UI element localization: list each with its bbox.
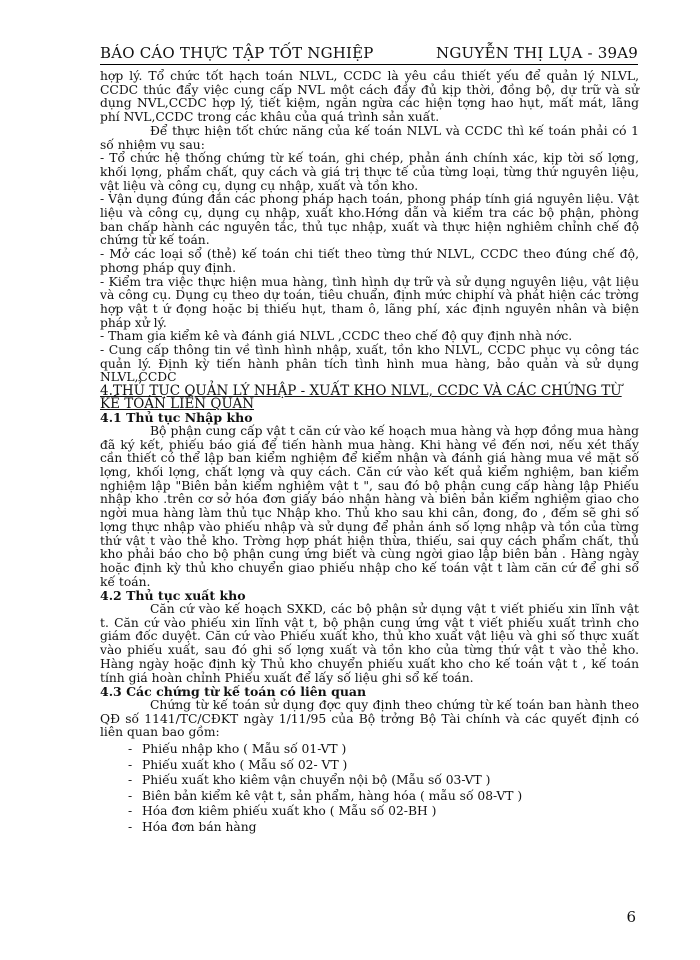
page-content xyxy=(100,70,639,835)
page-number: 6 xyxy=(626,908,636,926)
list-item: - Phiếu xuất kho ( Mẫu số 02- VT ) xyxy=(128,758,639,774)
list-item: - Phiếu nhập kho ( Mẫu số 01-VT ) xyxy=(128,742,639,758)
bullet-paragraph: - Tham gia kiểm kê và đánh giá NLVL ,CCDC theo chế độ quy định nhà nớc. xyxy=(100,329,573,344)
list-item: - Hóa đơn bán hàng xyxy=(128,820,639,836)
forms-list xyxy=(100,742,639,835)
section-heading: 4.THỦ TỤC QUẢN LÝ NHẬP - XUẤT KHO NLVL, CCDC VÀ CÁC CHỨNG TỪ KẾ TOÁN LIÊN QUAN xyxy=(100,383,622,413)
page-header xyxy=(100,44,638,65)
header-author: NGUYỄN THỊ LỤA - 39A9 xyxy=(436,44,638,62)
list-item: - Biên bản kiểm kê vật t, sản phẩm, hàng hóa ( mẫu số 08-VT ) xyxy=(128,789,639,805)
bullet-paragraph: - Cung cấp thông tin về tình hình nhập, xuất, tồn kho NLVL, CCDC phục vụ công tác quản lý. Định kỳ tiến hành phân tích tình hình mua hàng, bảo quản và sử dụng NLVL,CCDC xyxy=(100,343,639,385)
list-item: - Hóa đơn kiêm phiếu xuất kho ( Mẫu số 02-BH ) xyxy=(128,804,639,820)
bullet-paragraph: - Tổ chức hệ thống chứng từ kế toán, ghi chép, phản ánh chính xác, kịp tời số lợng, khối lợng, phẩm chất, quy cách và giá trị thực tế của từng loại, từng thứ nguyên liệu, vật liệu và công cụ, dụng cụ nhập, xuất và tồn kho. xyxy=(100,151,639,193)
bullet-paragraph: - Mở các loại sổ (thẻ) kế toán chi tiết theo từng thứ NLVL, CCDC theo đúng chế độ, phơng pháp quy định. xyxy=(100,247,639,275)
paragraph: Để thực hiện tốt chức năng của kế toán NLVL và CCDC thì kế toán phải có 1 số nhiệm vụ sau: xyxy=(100,123,639,152)
bullet-paragraph: - Vận dụng đúng đắn các phong pháp hạch toán, phong pháp tính giá nguyên liệu. Vật liệu và công cụ, dụng cụ nhập, xuất kho.Hớng dẫn và kiểm tra các bộ phận, phòng ban chấp hành các nguyên tắc, thủ tục nhập, xuất và thực hiện nghiêm chỉnh chế độ chứng từ kế toán. xyxy=(100,192,639,248)
list-item: - Phiếu xuất kho kiêm vận chuyển nội bộ (Mẫu số 03-VT ) xyxy=(128,773,639,789)
paragraph: Bộ phận cung cấp vật t căn cứ vào kế hoạch mua hàng và hợp đồng mua hàng đã ký kết, phiếu báo giá để tiến hành mua hàng. Khi hàng về đến nơi, nếu xét thấy cần thiết có thể lập ban kiểm nghiệm để kiểm nhận và đánh giá hàng mua về mặt số lợng, khối lợng, chất lợng và quy cách. Căn cứ vào kết quả kiểm nghiệm, ban kiểm nghiệm lập "Biên bản kiểm nghiệm vật t ", sau đó bộ phận cung cấp hàng lập Phiếu nhập kho .trên cơ sở hóa đơn giấy báo nhận hàng và biên bản kiểm nghiệm giao cho ngời mua hàng làm thủ tục Nhập kho. Thủ kho sau khi cân, đong, đo , đếm sẽ ghi số lợng thực nhập vào phiếu nhập và sử dụng để phản ánh số lợng nhập và tồn của từng thứ vật t vào thẻ kho. Trờng hợp phát hiện thừa, thiếu, sai quy cách phẩm chất, thủ kho phải báo cho bộ phận cung ứng biết và cùng ngời giao lập biên bản . Hàng ngày hoặc định kỳ thủ kho chuyển giao phiếu nhập cho kế toán vật t làm căn cứ để ghi sổ kế toán. xyxy=(100,423,639,589)
paragraph: hợp lý. Tổ chức tốt hạch toán NLVL, CCDC là yêu cầu thiết yếu để quản lý NLVL, CCDC thúc đẩy việc cung cấp NVL một cách đầy đủ kịp thời, đồng bộ, dự trữ và sử dụng NVL,CCDC hợp lý, tiết kiệm, ngăn ngừa các hiện tợng hao hụt, mất mát, lãng phí NVL,CCDC trong các khâu của quá trình sản xuất. xyxy=(100,69,639,125)
paragraph: Chứng từ kế toán sử dụng đợc quy định theo chứng từ kế toán ban hành theo QĐ số 1141/TC/CĐKT ngày 1/11/95 của Bộ trởng Bộ Tài chính và các quyết định có liên quan bao gồm: xyxy=(100,697,639,740)
header-report-title: BÁO CÁO THỰC TẬP TỐT NGHIỆP xyxy=(100,44,374,62)
bullet-paragraph: - Kiểm tra việc thực hiện mua hàng, tình hình dự trữ và sử dụng nguyên liệu, vật liệu và công cụ. Dụng cụ theo dự toán, tiêu chuẩn, định mức chiphí và phát hiện các trờng hợp vật t ứ đọng hoặc bị thiếu hụt, tham ô, lãng phí, xác định nguyên nhân và biện pháp xử lý. xyxy=(100,274,639,330)
subsection-heading: 4.3 Các chứng từ kế toán có liên quan xyxy=(100,684,367,700)
paragraph: Căn cứ vào kế hoạch SXKD, các bộ phận sử dụng vật t viết phiếu xin lĩnh vật t. Căn cứ vào phiếu xin lĩnh vật t, bộ phận cung ứng vật t viết phiếu xuất trình cho giám đốc duyệt. Căn cứ vào Phiếu xuất kho, thủ kho xuất vật liệu và ghi số thực xuất vào phiếu xuất, sau đó ghi số lợng xuất và tồn kho của từng thứ vật t vào thẻ kho. Hàng ngày hoặc định kỳ Thủ kho chuyển phiếu xuất kho cho kế toán vật t , kế toán tính giá hoàn chỉnh Phiếu xuất để lấy số liệu ghi sổ kế toán. xyxy=(100,602,639,685)
subsection-heading: 4.2 Thủ tục xuất kho xyxy=(100,588,246,604)
subsection-heading: 4.1 Thủ tục Nhập kho xyxy=(100,410,253,426)
